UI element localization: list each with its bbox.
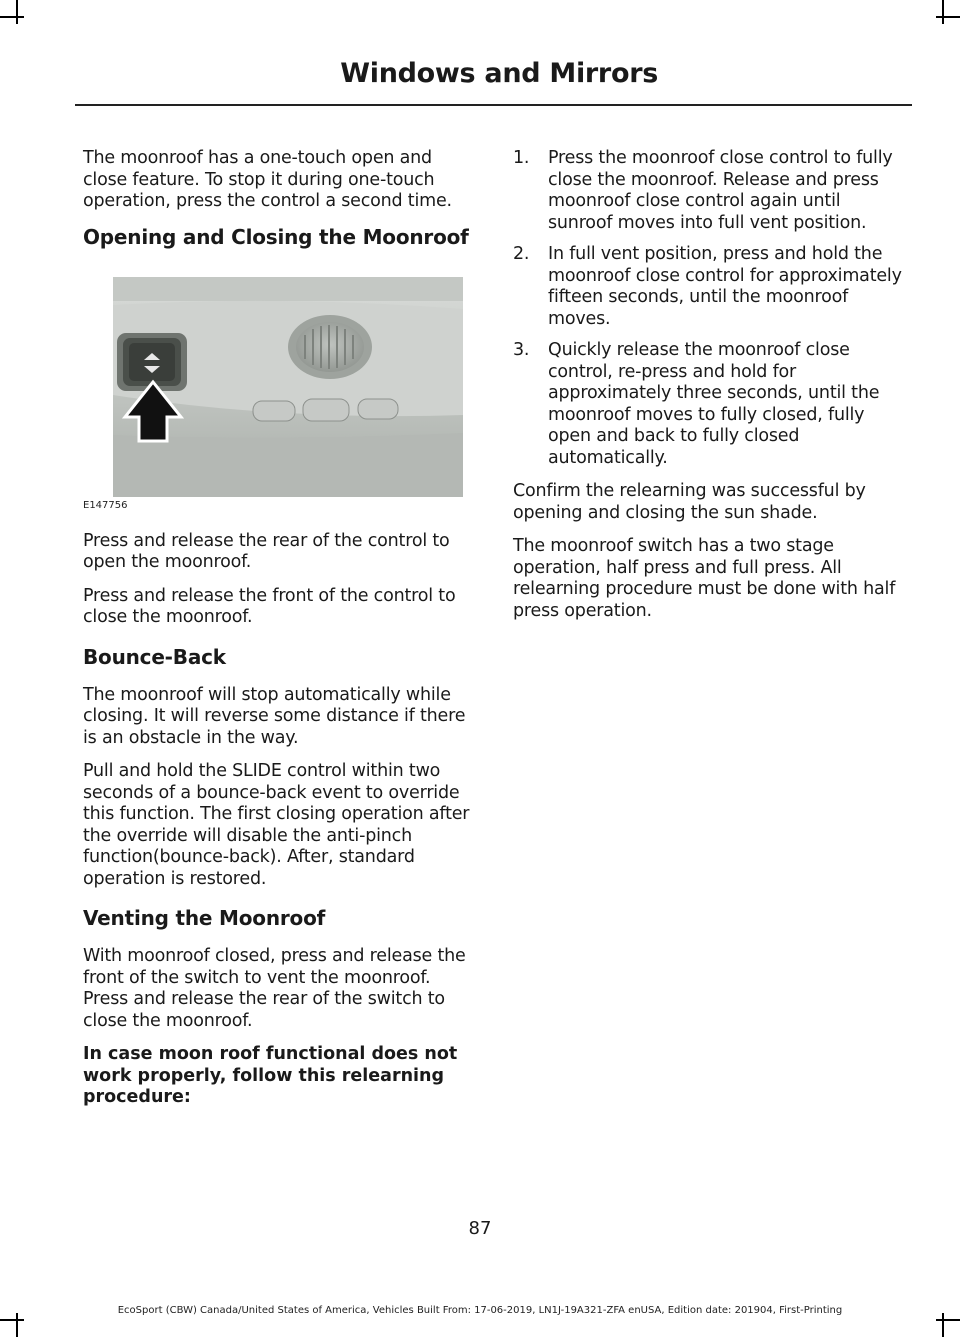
bounce-back-paragraph-1: The moonroof will stop automatically while closing. It will reverse some distance if there is an obstacle in the way. xyxy=(83,684,466,748)
list-item: 2. In full vent position, press and hold the moonroof close control for approximately fifteen seconds, until the moonroof moves. xyxy=(513,244,902,329)
relearn-steps xyxy=(513,148,908,469)
crop-mark-top-right-h xyxy=(936,16,960,18)
confirm-paragraph: Confirm the relearning was successful by opening and closing the sun shade. xyxy=(513,481,866,523)
switch-note-paragraph: The moonroof switch has a two stage operation, half press and full press. All relearning procedure must be done with half press operation. xyxy=(513,536,896,621)
list-item: 3. Quickly release the moonroof close control, re-press and hold for approximately three seconds, until the moonroof moves to fully closed, fully open and back to fully closed automatically. xyxy=(513,340,880,468)
header-divider xyxy=(75,104,912,106)
heading-bounce-back: Bounce-Back xyxy=(83,644,226,669)
right-column xyxy=(513,148,908,634)
crop-mark-top-left-h xyxy=(0,16,24,18)
relearn-heading: In case moon roof functional does not work properly, follow this relearning procedure: xyxy=(83,1044,458,1107)
heading-opening-closing: Opening and Closing the Moonroof xyxy=(83,224,469,249)
moonroof-control-illustration xyxy=(83,265,468,511)
venting-paragraph: With moonroof closed, press and release the front of the switch to vent the moonroof. Press and release the rear of the switch to close the moonroof. xyxy=(83,946,466,1031)
lamp-buttons xyxy=(253,399,398,421)
bounce-back-paragraph-2: Pull and hold the SLIDE control within two seconds of a bounce-back event to override this function. The first closing operation after the override will disable the anti-pinch function(bounce-back). After, standard operation is restored. xyxy=(83,761,470,889)
heading-venting: Venting the Moonroof xyxy=(83,906,326,930)
page-header-title: Windows and Mirrors xyxy=(340,58,658,89)
open-instruction: Press and release the rear of the control to open the moonroof. xyxy=(83,530,450,572)
footer-text: EcoSport (CBW) Canada/United States of America, Vehicles Built From: 17-06-2019, LN1J-19A321-ZFA enUSA, Edition date: 201904, First-Printing xyxy=(117,1305,843,1316)
crop-mark-bottom-right-h xyxy=(936,1319,960,1321)
crop-mark-top-right-v xyxy=(942,0,944,24)
left-column xyxy=(83,148,478,1121)
overhead-console-image xyxy=(83,265,468,511)
intro-paragraph: The moonroof has a one-touch open and close feature. To stop it during one-touch operation, press the control a second time. xyxy=(83,148,452,211)
crop-mark-bottom-left-h xyxy=(0,1319,24,1321)
crop-mark-top-left-v xyxy=(16,0,18,24)
close-instruction: Press and release the front of the control to close the moonroof. xyxy=(83,585,456,627)
page-number: 87 xyxy=(468,1218,492,1239)
crop-mark-bottom-left-v xyxy=(16,1313,18,1337)
list-item: 1. Press the moonroof close control to fully close the moonroof. Release and press moonroof close control again until sunroof moves into full vent position. xyxy=(513,148,893,233)
crop-mark-bottom-right-v xyxy=(942,1313,944,1337)
figure-id: E147756 xyxy=(83,499,128,511)
